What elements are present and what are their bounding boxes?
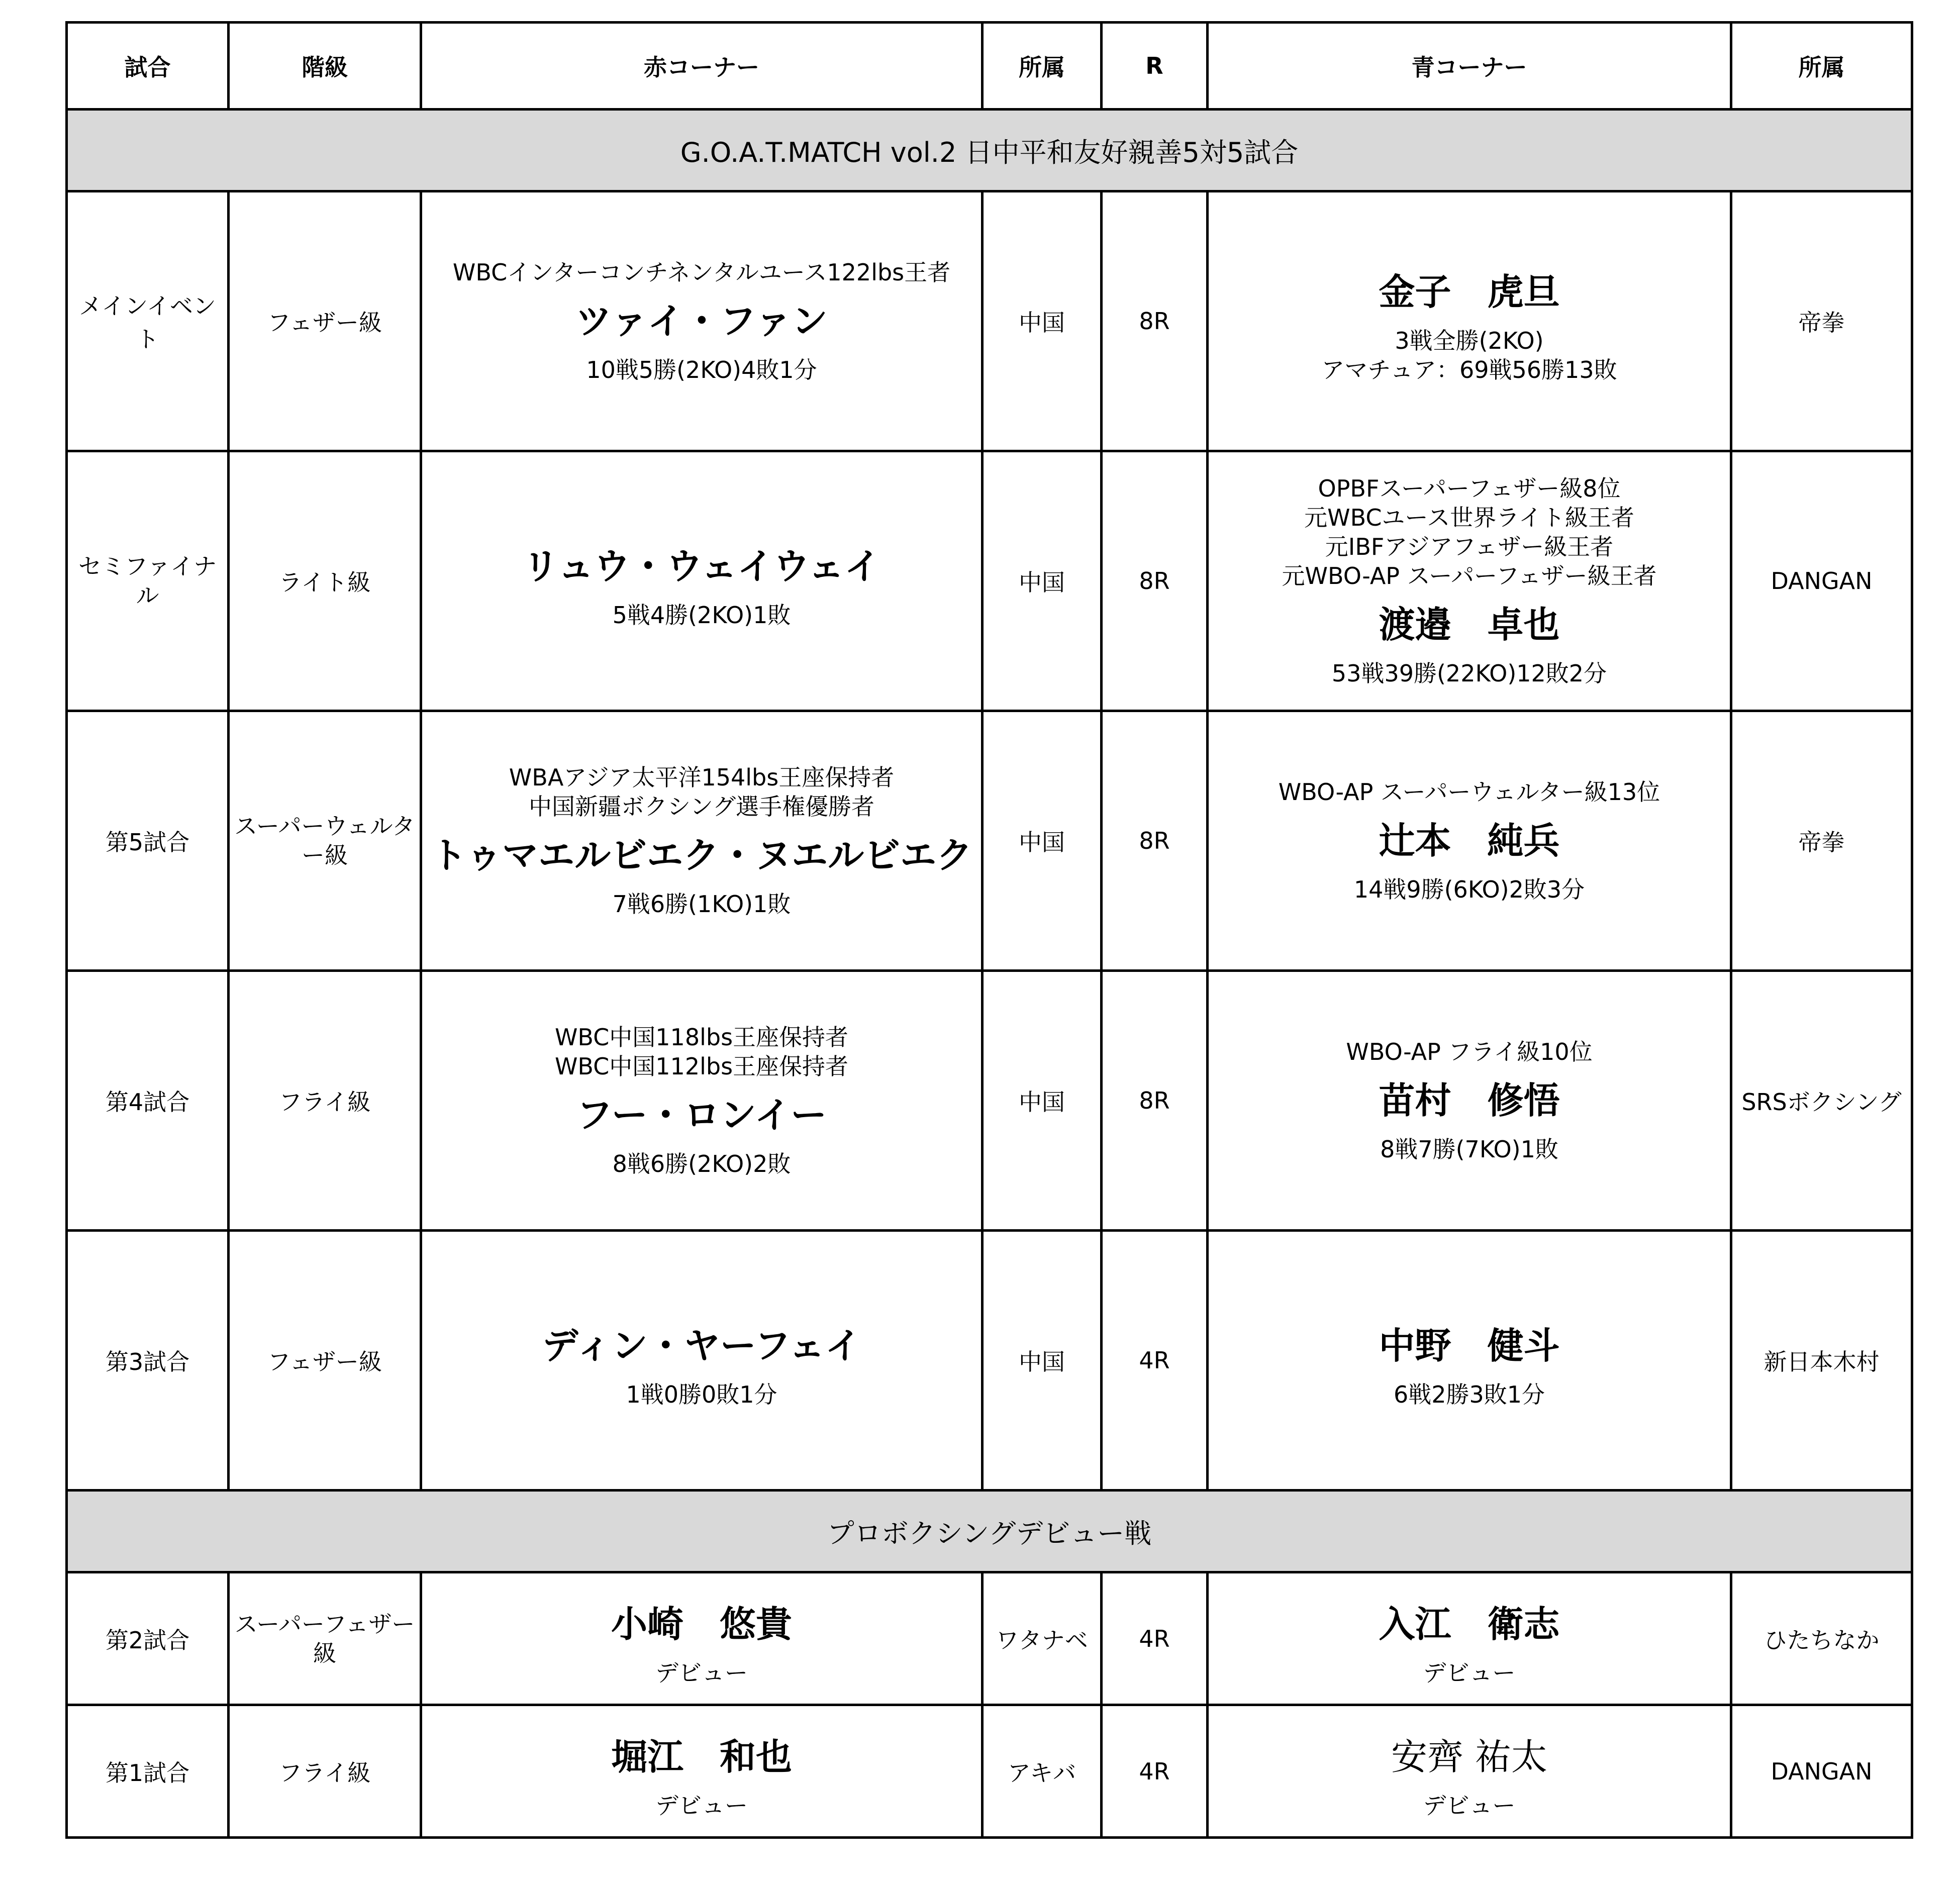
blue-gym: 帝拳 [1731,191,1912,451]
blue-gym: ひたちなか [1731,1572,1912,1705]
red-fighter-name: ツァイ・ファン [575,300,828,342]
bout-match: 第2試合 [67,1572,229,1705]
bout-row [67,451,1912,711]
blue-fighter-name: 辻本 純兵 [1379,820,1560,862]
blue-record: デビュー [1423,1792,1516,1819]
bout-class: フェザー級 [229,191,421,451]
fight-card-table [65,21,1913,1839]
blue-fighter-name: 入江 衛志 [1379,1603,1560,1645]
red-record: 10戦5勝(2KO)4敗1分 [586,356,817,383]
blue-gym: DANGAN [1731,451,1912,711]
bout-rounds: 4R [1102,1231,1208,1491]
red-fighter-name: ディン・ヤーフェイ [542,1325,861,1367]
header-blue-gym: 所属 [1731,23,1912,110]
blue-record: 53戦39勝(22KO)12敗2分 [1331,660,1607,687]
red-corner-cell [421,451,983,711]
blue-gym: 新日本木村 [1731,1231,1912,1491]
red-fighter-name: フー・ロンイー [576,1094,827,1136]
blue-corner-cell [1208,1705,1731,1838]
red-titles: WBAアジア太平洋154lbs王座保持者 中国新疆ボクシング選手権優勝者 [509,764,895,820]
blue-titles: WBO-AP スーパーウェルター級13位 [1278,778,1660,806]
section-row-goat-match [67,110,1912,191]
blue-titles: WBO-AP フライ級10位 [1346,1038,1593,1065]
red-fighter-name: リュウ・ウェイウェイ [522,545,881,587]
red-fighter-name: トゥマエルビエク・ヌエルビエク [430,834,973,876]
blue-record: デビュー [1423,1659,1516,1687]
bout-rounds: 4R [1102,1705,1208,1838]
red-gym: 中国 [983,711,1102,971]
red-corner-cell [421,971,983,1231]
red-titles: WBC中国118lbs王座保持者 WBC中国112lbs王座保持者 [554,1024,849,1080]
blue-record: 14戦9勝(6KO)2敗3分 [1353,876,1585,903]
header-row [67,23,1912,110]
section-row-debut [67,1491,1912,1572]
red-record: 7戦6勝(1KO)1敗 [612,890,791,918]
red-record: 5戦4勝(2KO)1敗 [612,602,791,629]
red-corner-cell [421,191,983,451]
blue-fighter-name: 金子 虎旦 [1379,271,1560,313]
red-corner-cell [421,1572,983,1705]
bout-match: セミファイナル [67,451,229,711]
bout-row [67,711,1912,971]
blue-corner-cell [1208,711,1731,971]
bout-match: 第5試合 [67,711,229,971]
blue-corner-cell [1208,971,1731,1231]
blue-fighter-name: 安齊 祐太 [1391,1735,1547,1778]
bout-row [67,191,1912,451]
red-corner-cell [421,1231,983,1491]
blue-fighter-name: 苗村 修悟 [1379,1079,1560,1122]
red-gym: 中国 [983,971,1102,1231]
bout-class: フェザー級 [229,1231,421,1491]
blue-record: 3戦全勝(2KO) アマチュア：69戦56勝13敗 [1321,327,1617,383]
blue-gym: SRSボクシング [1731,971,1912,1231]
bout-match: 第3試合 [67,1231,229,1491]
red-gym: ワタナベ [983,1572,1102,1705]
bout-rounds: 8R [1102,971,1208,1231]
bout-row [67,1572,1912,1705]
header-match: 試合 [67,23,229,110]
blue-record: 6戦2勝3敗1分 [1393,1381,1545,1408]
blue-fighter-name: 渡邉 卓也 [1379,604,1560,646]
section-title: G.O.A.T.MATCH vol.2 日中平和友好親善5対5試合 [67,110,1912,191]
bout-rounds: 8R [1102,711,1208,971]
header-rounds: R [1102,23,1208,110]
bout-class: ライト級 [229,451,421,711]
red-record: 8戦6勝(2KO)2敗 [612,1150,791,1177]
bout-match: 第4試合 [67,971,229,1231]
bout-rounds: 4R [1102,1572,1208,1705]
red-record: デビュー [655,1659,748,1687]
header-red-gym: 所属 [983,23,1102,110]
red-record: デビュー [655,1792,748,1819]
bout-class: スーパーウェルター級 [229,711,421,971]
red-corner-cell [421,1705,983,1838]
blue-gym: 帝拳 [1731,711,1912,971]
red-gym: 中国 [983,451,1102,711]
blue-gym: DANGAN [1731,1705,1912,1838]
bout-class: フライ級 [229,971,421,1231]
bout-row [67,1705,1912,1838]
blue-corner-cell [1208,1231,1731,1491]
header-blue-corner: 青コーナー [1208,23,1731,110]
bout-match: メインイベント [67,191,229,451]
blue-record: 8戦7勝(7KO)1敗 [1380,1136,1558,1163]
red-gym: 中国 [983,1231,1102,1491]
bout-rounds: 8R [1102,191,1208,451]
bout-rounds: 8R [1102,451,1208,711]
bout-class: スーパーフェザー級 [229,1572,421,1705]
bout-row [67,1231,1912,1491]
header-class: 階級 [229,23,421,110]
red-fighter-name: 小崎 悠貴 [611,1603,792,1645]
blue-corner-cell [1208,191,1731,451]
blue-fighter-name: 中野 健斗 [1379,1325,1560,1367]
blue-corner-cell [1208,1572,1731,1705]
header-red-corner: 赤コーナー [421,23,983,110]
blue-titles: OPBFスーパーフェザー級8位 元WBCユース世界ライト級王者 元IBFアジアフェザー級王者 元WBO-AP スーパーフェザー級王者 [1282,475,1657,589]
red-corner-cell [421,711,983,971]
bout-row [67,971,1912,1231]
bout-class: フライ級 [229,1705,421,1838]
bout-match: 第1試合 [67,1705,229,1838]
red-titles: WBCインターコンチネンタルユース122lbs王者 [452,259,951,286]
red-record: 1戦0勝0敗1分 [626,1381,777,1408]
section-title: プロボクシングデビュー戦 [67,1491,1912,1572]
red-fighter-name: 堀江 和也 [611,1735,792,1778]
blue-corner-cell [1208,451,1731,711]
red-gym: アキバ [983,1705,1102,1838]
red-gym: 中国 [983,191,1102,451]
